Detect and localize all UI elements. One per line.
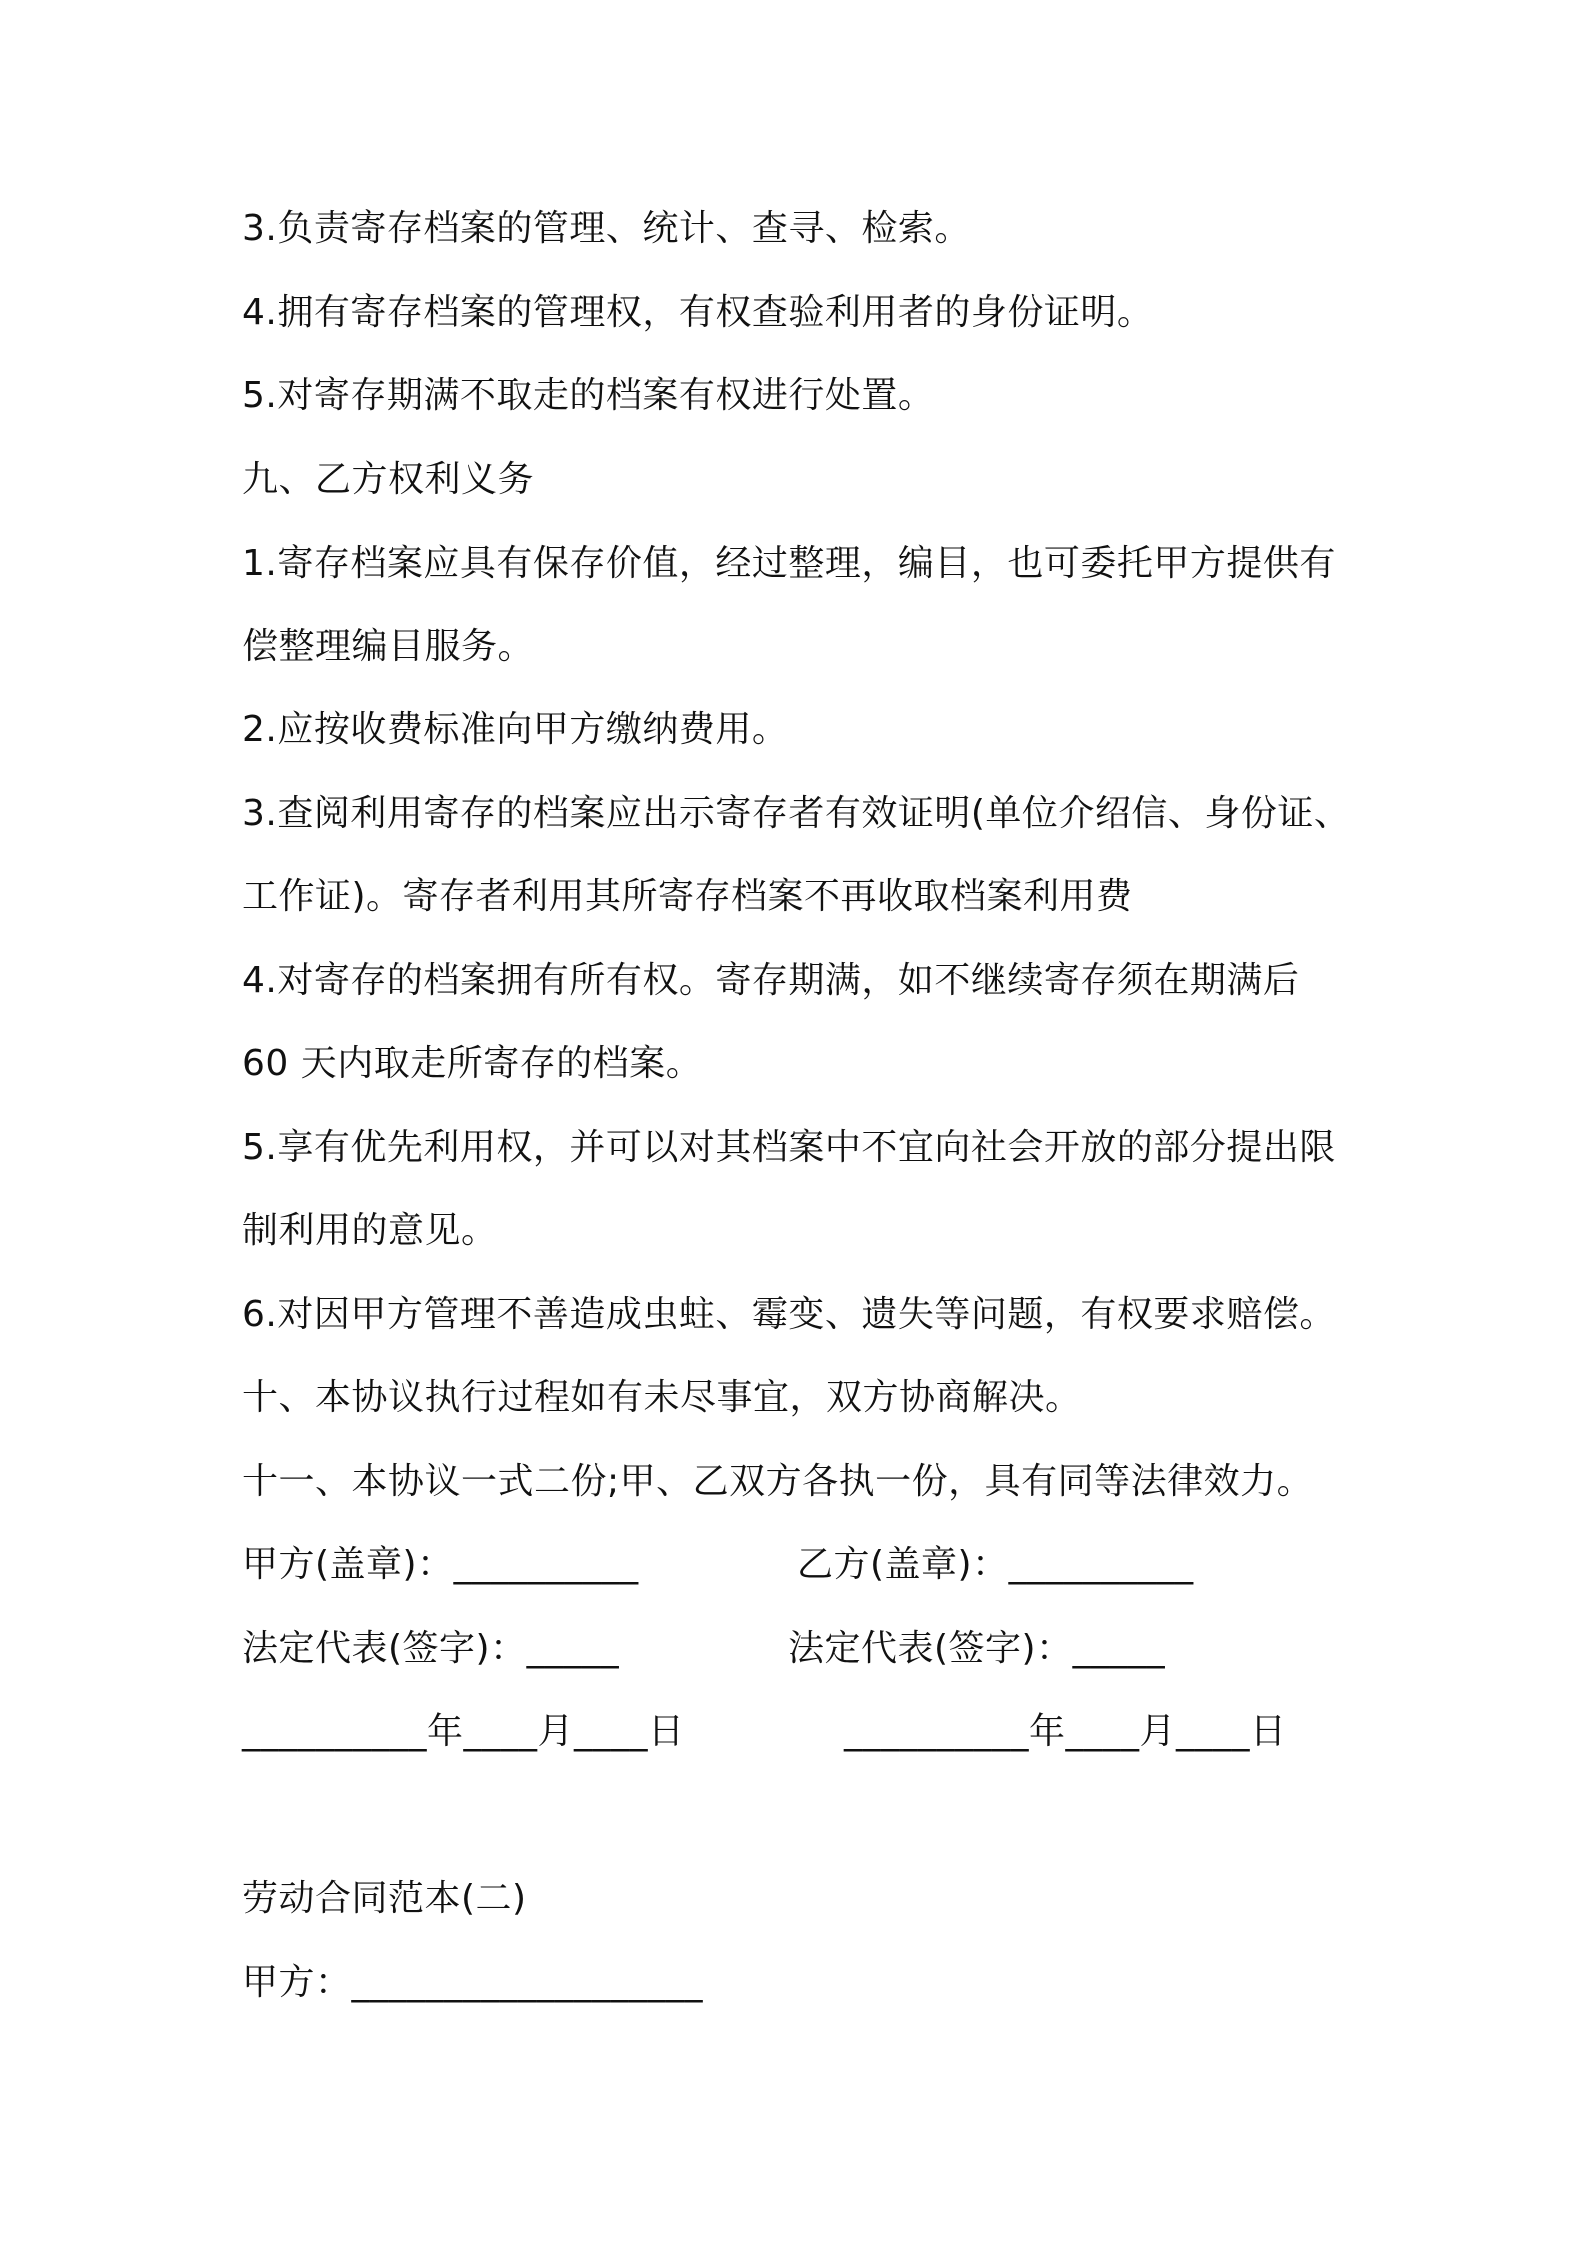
clause-yi-4-line2: 60 天内取走所寄存的档案。: [242, 1043, 703, 1084]
party-yi-seal: 乙方(盖章)：__________: [797, 1544, 1194, 1585]
clause-yi-5-line1: 5.享有优先利用权，并可以对其档案中不宜向社会开放的部分提出限: [242, 1127, 1336, 1168]
clause-jia-duty-4: 4.拥有寄存档案的管理权，有权查验利用者的身份证明。: [242, 292, 1154, 333]
clause-yi-6: 6.对因甲方管理不善造成虫蛀、霉变、遗失等问题，有权要求赔偿。: [242, 1294, 1336, 1335]
party-yi-representative: 法定代表(签字)：_____: [788, 1628, 1166, 1669]
clause-yi-1-line2: 偿整理编目服务。: [242, 626, 535, 667]
clause-yi-5-line2: 制利用的意见。: [242, 1210, 498, 1251]
section-ten: 十、本协议执行过程如有未尽事宜，双方协商解决。: [242, 1377, 1082, 1418]
next-document-title: 劳动合同范本(二): [242, 1878, 527, 1919]
clause-yi-3-line2: 工作证)。寄存者利用其所寄存档案不再收取档案利用费: [242, 876, 1133, 917]
clause-yi-4-line1: 4.对寄存的档案拥有所有权。寄存期满，如不继续寄存须在期满后: [242, 960, 1300, 1001]
clause-jia-duty-3: 3.负责寄存档案的管理、统计、查寻、检索。: [242, 208, 971, 249]
party-jia-date: __________年____月____日: [242, 1711, 685, 1752]
party-yi-date: __________年____月____日: [844, 1711, 1287, 1752]
section-eleven: 十一、本协议一式二份;甲、乙双方各执一份，具有同等法律效力。: [242, 1461, 1314, 1502]
section-heading-yi-rights: 九、乙方权利义务: [242, 459, 535, 500]
clause-yi-3-line1: 3.查阅利用寄存的档案应出示寄存者有效证明(单位介绍信、身份证、: [242, 793, 1351, 834]
clause-yi-1-line1: 1.寄存档案应具有保存价值，经过整理，编目，也可委托甲方提供有: [242, 543, 1336, 584]
party-jia-seal: 甲方(盖章)：__________: [242, 1544, 639, 1585]
clause-yi-2: 2.应按收费标准向甲方缴纳费用。: [242, 709, 789, 750]
clause-jia-duty-5: 5.对寄存期满不取走的档案有权进行处置。: [242, 375, 935, 416]
party-jia-representative: 法定代表(签字)：_____: [242, 1628, 620, 1669]
next-document-party-jia: 甲方：___________________: [242, 1962, 704, 2003]
